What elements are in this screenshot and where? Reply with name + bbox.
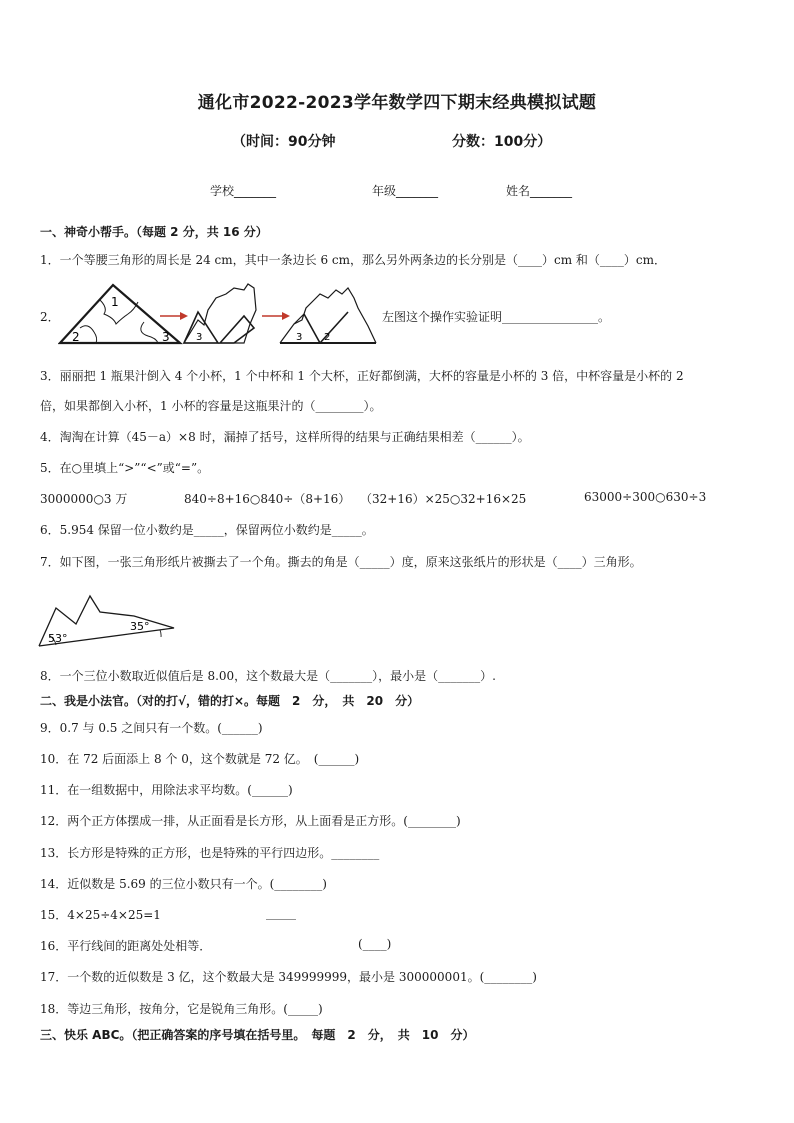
q5-item: 3000000○3 万: [40, 492, 128, 506]
question-3-line-1: 3．丽丽把 1 瓶果汁倒入 4 个小杯，1 个中杯和 1 个大杯，正好都倒满，大杯的容量是小杯的 3 倍，中杯容量是小杯的 2: [40, 369, 684, 383]
question-9: 9．0.7 与 0.5 之间只有一个数。(______): [40, 721, 263, 735]
question-14: 14．近似数是 5.69 的三位小数只有一个。(________): [40, 877, 327, 891]
question-18: 18．等边三角形，按角分，它是锐角三角形。(_____): [40, 1002, 323, 1016]
question-15: 15．4×25÷4×25=1: [40, 908, 161, 922]
torn-triangle-figure: [36, 592, 178, 650]
angle-label-3-fold: 3: [196, 332, 203, 343]
exam-time: （时间：90分钟: [232, 134, 336, 150]
question-6: 6．5.954 保留一位小数约是_____，保留两位小数约是_____。: [40, 523, 374, 537]
section-3-heading: 三、快乐 ABC。（把正确答案的序号填在括号里。 每题 2 分， 共 10 分）: [40, 1028, 475, 1042]
section-2-heading: 二、我是小法官。（对的打√，错的打×。每题 2 分， 共 20 分）: [40, 694, 420, 708]
question-1: 1．一个等腰三角形的周长是 24 cm，其中一条边长 6 cm，那么另外两条边的长分别是（____）cm 和（____）cm．: [40, 253, 667, 267]
angle-label-3: 3: [162, 330, 170, 344]
q5-item: 63000÷300○630÷3: [584, 490, 707, 504]
arrow-icon: [160, 312, 188, 320]
grade-field[interactable]: 年级_______: [372, 184, 439, 198]
triangle-straight-line: [280, 288, 376, 343]
question-16: 16．平行线间的距离处处相等．: [40, 939, 212, 953]
question-12: 12．两个正方体摆成一排，从正面看是长方形，从上面看是正方形。(________): [40, 814, 461, 828]
triangle-full: [60, 285, 180, 344]
angle-experiment-figure: [58, 280, 378, 346]
angle-53-label: 53°: [48, 632, 68, 645]
question-13: 13．长方形是特殊的正方形，也是特殊的平行四边形。________: [40, 846, 380, 860]
question-17: 17．一个数的近似数是 3 亿，这个数最大是 349999999，最小是 300000001。(________): [40, 970, 537, 984]
angle-label-3-line: 3: [296, 332, 303, 343]
question-4: 4．淘淘在计算（45－a）×8 时，漏掉了括号，这样所得的结果与正确结果相差（______）。: [40, 430, 530, 444]
question-7: 7．如下图，一张三角形纸片被撕去了一个角。撕去的角是（_____）度，原来这张纸片的形状是（____）三角形。: [40, 555, 642, 569]
section-1-heading: 一、神奇小帮手。（每题 2 分，共 16 分）: [40, 225, 268, 239]
question-8: 8．一个三位小数取近似值后是 8.00，这个数最大是（_______），最小是（_______）.: [40, 669, 496, 683]
arrow-icon: [262, 312, 290, 320]
question-16-blank: (____): [358, 937, 392, 951]
name-field[interactable]: 姓名_______: [506, 184, 573, 198]
exam-score: 分数：100分）: [452, 134, 552, 150]
angle-label-2: 2: [72, 330, 80, 344]
school-field[interactable]: 学校_______: [210, 184, 277, 198]
question-2-number: 2．: [40, 310, 60, 324]
question-3-line-2: 倍，如果都倒入小杯，1 小杯的容量是这瓶果汁的（________）。: [40, 399, 382, 413]
question-2-text: 左图这个操作实验证明________________。: [382, 310, 611, 324]
triangle-folding: [184, 284, 256, 343]
angle-label-1: 1: [111, 295, 119, 309]
question-5: 5．在○里填上“>”“<”或“=”。: [40, 461, 210, 475]
q5-item: （32+16）×25○32+16×25: [360, 492, 527, 506]
question-10: 10．在 72 后面添上 8 个 0，这个数就是 72 亿。 (______): [40, 752, 360, 766]
question-15-blank: _____: [266, 906, 296, 920]
page-title: 通化市2022-2023学年数学四下期末经典模拟试题: [197, 93, 597, 113]
q5-item: 840÷8+16○840÷（8+16）: [184, 492, 351, 506]
angle-label-2-line: 2: [324, 332, 331, 343]
angle-35-label: 35°: [130, 620, 150, 633]
question-11: 11．在一组数据中，用除法求平均数。(______): [40, 783, 293, 797]
